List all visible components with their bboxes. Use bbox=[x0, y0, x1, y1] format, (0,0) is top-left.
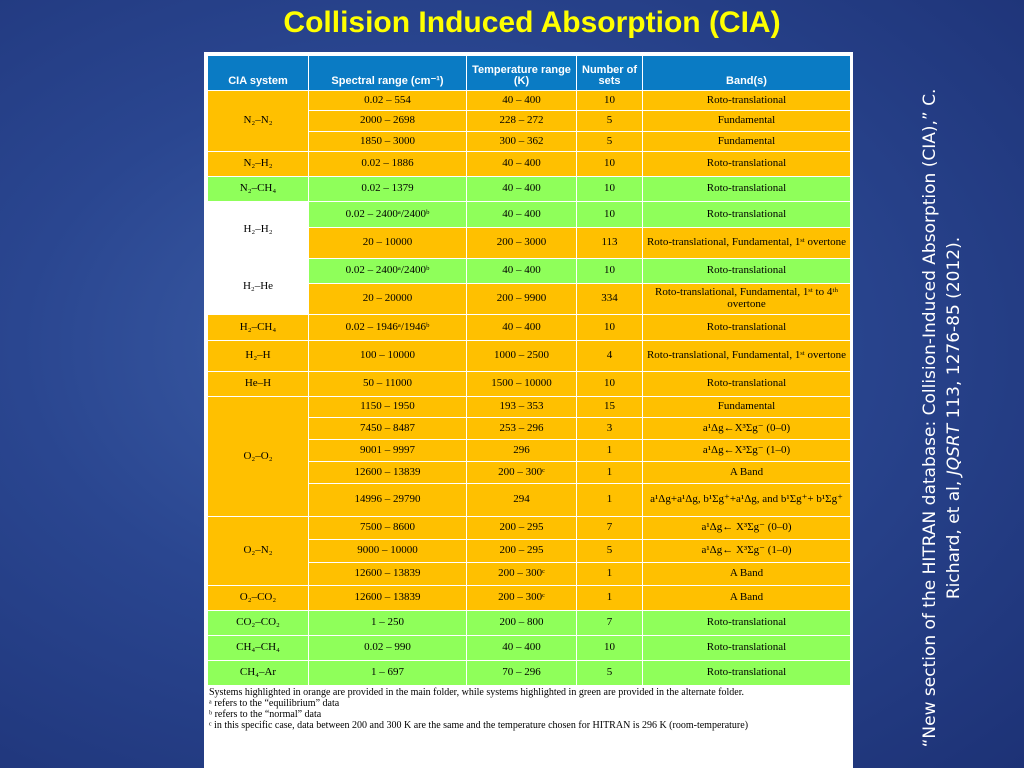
system-cell: He–H bbox=[208, 372, 309, 397]
band-cell: a¹Δg+a¹Δg, b¹Σg⁺+a¹Δg, and b¹Σg⁺+ b¹Σg⁺ bbox=[643, 484, 851, 517]
table-row bbox=[208, 341, 851, 372]
band-cell: Roto-translational bbox=[643, 259, 851, 284]
citation-part2: 113, 1276-85 (2012). bbox=[944, 236, 964, 424]
band-cell: Roto-translational bbox=[643, 611, 851, 636]
range-cell: 12600 – 13839 bbox=[309, 563, 467, 586]
band-cell: Fundamental bbox=[643, 111, 851, 131]
sets-cell: 10 bbox=[577, 202, 643, 228]
range-cell: 0.02 – 1946ᵃ/1946ᵇ bbox=[309, 315, 467, 341]
system-cell: H₂–CH₄ bbox=[208, 315, 309, 341]
temp-cell: 70 – 296 bbox=[467, 661, 577, 686]
range-cell: 100 – 10000 bbox=[309, 341, 467, 372]
table-footnotes bbox=[207, 687, 850, 731]
temp-cell: 200 – 9900 bbox=[467, 284, 577, 315]
sets-cell: 10 bbox=[577, 152, 643, 177]
range-cell: 7500 – 8600 bbox=[309, 517, 467, 540]
system-cell: N₂–N₂ bbox=[208, 91, 309, 152]
system-cell: O₂–O₂ bbox=[208, 397, 309, 517]
range-cell: 0.02 – 1886 bbox=[309, 152, 467, 177]
cia-table bbox=[207, 55, 851, 686]
temp-cell: 1000 – 2500 bbox=[467, 341, 577, 372]
band-cell: a¹Δg← X³Σg⁻ (0–0) bbox=[643, 517, 851, 540]
footnote-color-legend: Systems highlighted in orange are provided in the main folder, while systems highlighted in green are provided in the alternate folder. bbox=[209, 687, 745, 698]
band-cell: A Band bbox=[643, 586, 851, 611]
cia-table-panel bbox=[204, 52, 853, 768]
band-cell: Roto-translational bbox=[643, 91, 851, 111]
table-row bbox=[208, 91, 851, 111]
footnote-c: ᶜ in this specific case, data between 200 and 300 K are the same and the temperature chosen for HITRAN is 296 K (room-temperature) bbox=[209, 720, 749, 731]
table-row bbox=[208, 517, 851, 540]
citation-part1: “New section of the HITRAN database: Collision-Induced Absorption (CIA),” C. Richard, et al, bbox=[920, 88, 964, 748]
range-cell: 0.02 – 1379 bbox=[309, 177, 467, 202]
temp-cell: 300 – 362 bbox=[467, 131, 577, 151]
band-cell: Roto-translational bbox=[643, 177, 851, 202]
band-cell: A Band bbox=[643, 563, 851, 586]
col-header-temperature-range: Temperature range (K) bbox=[467, 56, 577, 91]
band-cell: a¹Δg←X³Σg⁻ (1–0) bbox=[643, 440, 851, 462]
band-cell: Fundamental bbox=[643, 131, 851, 151]
band-cell: a¹Δg←X³Σg⁻ (0–0) bbox=[643, 418, 851, 440]
sets-cell: 7 bbox=[577, 517, 643, 540]
table-row bbox=[208, 611, 851, 636]
temp-cell: 294 bbox=[467, 484, 577, 517]
range-cell: 7450 – 8487 bbox=[309, 418, 467, 440]
citation-text bbox=[918, 88, 966, 748]
range-cell: 1 – 250 bbox=[309, 611, 467, 636]
sets-cell: 7 bbox=[577, 611, 643, 636]
sets-cell: 5 bbox=[577, 661, 643, 686]
temp-cell: 40 – 400 bbox=[467, 202, 577, 228]
range-cell: 12600 – 13839 bbox=[309, 462, 467, 484]
range-cell: 20 – 10000 bbox=[309, 228, 467, 259]
system-cell: O₂–N₂ bbox=[208, 517, 309, 586]
range-cell: 9000 – 10000 bbox=[309, 540, 467, 563]
temp-cell: 296 bbox=[467, 440, 577, 462]
citation-note bbox=[887, 88, 997, 748]
range-cell: 14996 – 29790 bbox=[309, 484, 467, 517]
system-cell: N₂–CH₄ bbox=[208, 177, 309, 202]
band-cell: Roto-translational bbox=[643, 315, 851, 341]
band-cell: Roto-translational, Fundamental, 1ˢᵗ to 4ᵗʰ overtone bbox=[643, 284, 851, 315]
sets-cell: 10 bbox=[577, 91, 643, 111]
sets-cell: 10 bbox=[577, 259, 643, 284]
band-cell: A Band bbox=[643, 462, 851, 484]
temp-cell: 40 – 400 bbox=[467, 177, 577, 202]
slide-title: Collision Induced Absorption (CIA) bbox=[283, 6, 781, 39]
band-cell: Roto-translational bbox=[643, 661, 851, 686]
table-row bbox=[208, 202, 851, 228]
temp-cell: 253 – 296 bbox=[467, 418, 577, 440]
range-cell: 0.02 – 990 bbox=[309, 636, 467, 661]
table-header-row bbox=[208, 56, 851, 91]
band-cell: Roto-translational bbox=[643, 152, 851, 177]
range-cell: 0.02 – 2400ᵃ/2400ᵇ bbox=[309, 202, 467, 228]
temp-cell: 40 – 400 bbox=[467, 91, 577, 111]
sets-cell: 1 bbox=[577, 563, 643, 586]
temp-cell: 40 – 400 bbox=[467, 152, 577, 177]
temp-cell: 40 – 400 bbox=[467, 636, 577, 661]
table-row bbox=[208, 152, 851, 177]
range-cell: 1 – 697 bbox=[309, 661, 467, 686]
band-cell: Fundamental bbox=[643, 397, 851, 418]
system-cell: H₂–He bbox=[208, 259, 309, 315]
table-row bbox=[208, 372, 851, 397]
temp-cell: 193 – 353 bbox=[467, 397, 577, 418]
sets-cell: 1 bbox=[577, 462, 643, 484]
sets-cell: 3 bbox=[577, 418, 643, 440]
table-row bbox=[208, 259, 851, 284]
temp-cell: 200 – 295 bbox=[467, 517, 577, 540]
system-cell: H₂–H₂ bbox=[208, 202, 309, 259]
footnote-a: ᵃ refers to the “equilibrium” data bbox=[209, 698, 340, 709]
table-row bbox=[208, 177, 851, 202]
band-cell: Roto-translational bbox=[643, 636, 851, 661]
system-cell: N₂–H₂ bbox=[208, 152, 309, 177]
col-header-bands: Band(s) bbox=[643, 56, 851, 91]
range-cell: 9001 – 9997 bbox=[309, 440, 467, 462]
sets-cell: 334 bbox=[577, 284, 643, 315]
range-cell: 20 – 20000 bbox=[309, 284, 467, 315]
footnote-b: ᵇ refers to the “normal” data bbox=[209, 709, 322, 720]
range-cell: 0.02 – 554 bbox=[309, 91, 467, 111]
sets-cell: 1 bbox=[577, 440, 643, 462]
system-cell: CO₂–CO₂ bbox=[208, 611, 309, 636]
temp-cell: 200 – 295 bbox=[467, 540, 577, 563]
sets-cell: 5 bbox=[577, 131, 643, 151]
col-header-spectral-range: Spectral range (cm⁻¹) bbox=[309, 56, 467, 91]
sets-cell: 5 bbox=[577, 111, 643, 131]
band-cell: Roto-translational bbox=[643, 372, 851, 397]
system-cell: H₂–H bbox=[208, 341, 309, 372]
temp-cell: 1500 – 10000 bbox=[467, 372, 577, 397]
sets-cell: 5 bbox=[577, 540, 643, 563]
range-cell: 1850 – 3000 bbox=[309, 131, 467, 151]
band-cell: Roto-translational, Fundamental, 1ˢᵗ overtone bbox=[643, 341, 851, 372]
sets-cell: 10 bbox=[577, 372, 643, 397]
temp-cell: 200 – 300ᶜ bbox=[467, 586, 577, 611]
col-header-number-of-sets: Number of sets bbox=[577, 56, 643, 91]
range-cell: 2000 – 2698 bbox=[309, 111, 467, 131]
table-row bbox=[208, 586, 851, 611]
band-cell: Roto-translational, Fundamental, 1ˢᵗ overtone bbox=[643, 228, 851, 259]
table-row bbox=[208, 315, 851, 341]
range-cell: 50 – 11000 bbox=[309, 372, 467, 397]
sets-cell: 10 bbox=[577, 177, 643, 202]
temp-cell: 200 – 800 bbox=[467, 611, 577, 636]
range-cell: 0.02 – 2400ᵃ/2400ᵇ bbox=[309, 259, 467, 284]
sets-cell: 10 bbox=[577, 636, 643, 661]
sets-cell: 1 bbox=[577, 586, 643, 611]
table-row bbox=[208, 397, 851, 418]
col-header-cia-system: CIA system bbox=[208, 56, 309, 91]
sets-cell: 10 bbox=[577, 315, 643, 341]
temp-cell: 200 – 3000 bbox=[467, 228, 577, 259]
band-cell: a¹Δg← X³Σg⁻ (1–0) bbox=[643, 540, 851, 563]
citation-journal: JQSRT bbox=[944, 423, 964, 476]
sets-cell: 15 bbox=[577, 397, 643, 418]
system-cell: O₂–CO₂ bbox=[208, 586, 309, 611]
sets-cell: 113 bbox=[577, 228, 643, 259]
sets-cell: 1 bbox=[577, 484, 643, 517]
temp-cell: 200 – 300ᶜ bbox=[467, 563, 577, 586]
system-cell: CH₄–Ar bbox=[208, 661, 309, 686]
table-row bbox=[208, 636, 851, 661]
system-cell: CH₄–CH₄ bbox=[208, 636, 309, 661]
band-cell: Roto-translational bbox=[643, 202, 851, 228]
temp-cell: 228 – 272 bbox=[467, 111, 577, 131]
temp-cell: 200 – 300ᶜ bbox=[467, 462, 577, 484]
range-cell: 1150 – 1950 bbox=[309, 397, 467, 418]
table-row bbox=[208, 661, 851, 686]
range-cell: 12600 – 13839 bbox=[309, 586, 467, 611]
temp-cell: 40 – 400 bbox=[467, 259, 577, 284]
temp-cell: 40 – 400 bbox=[467, 315, 577, 341]
sets-cell: 4 bbox=[577, 341, 643, 372]
